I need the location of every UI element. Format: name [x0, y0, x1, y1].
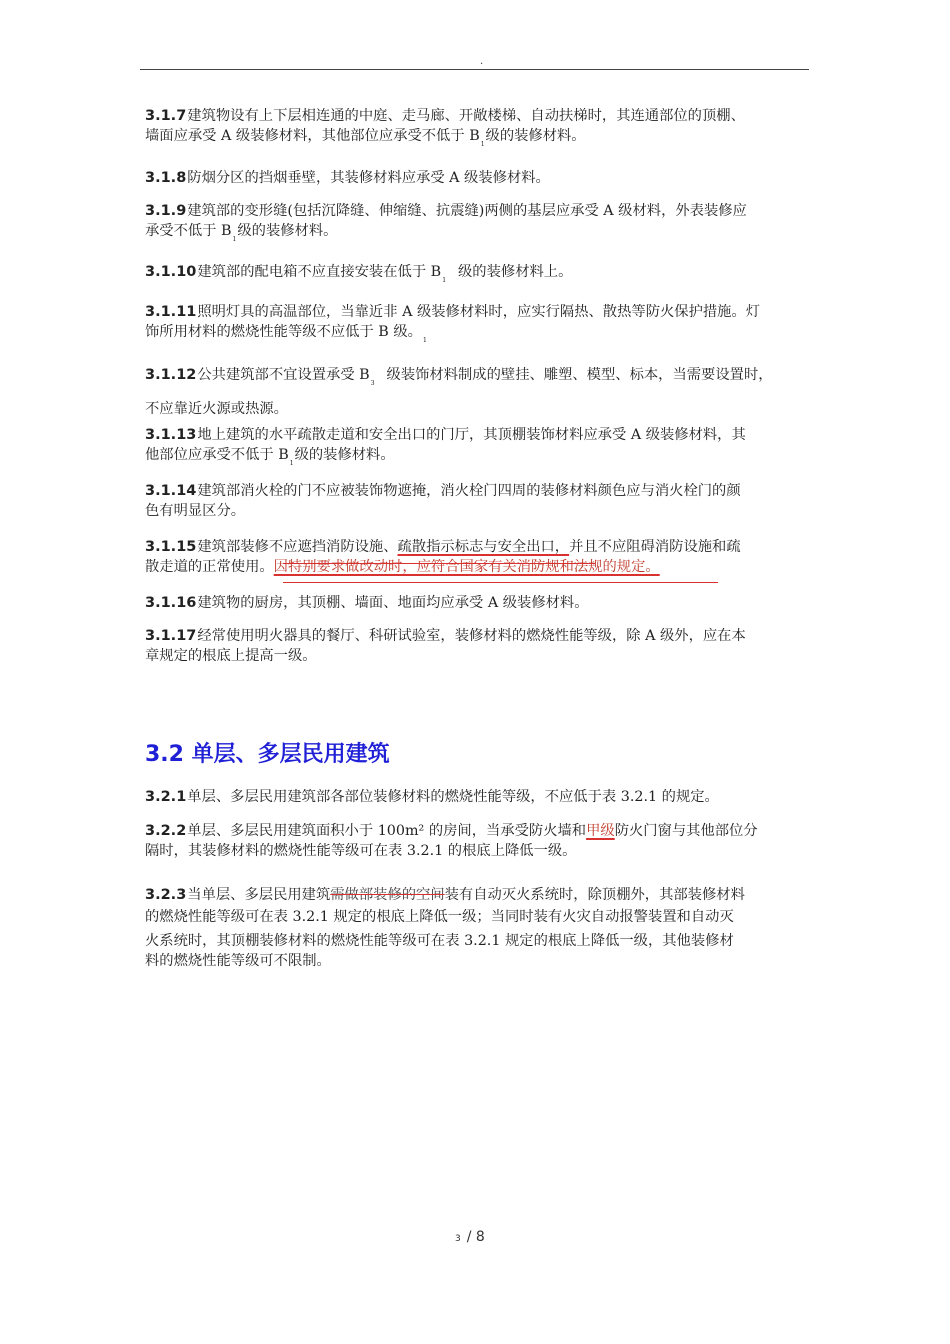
clause-text: 章规定的根底上提高一级。 [145, 648, 317, 664]
clause-text: 建筑部消火栓的门不应被装饰物遮掩，消火栓门四周的装修材料颜色应与消火栓门的颜 [197, 483, 741, 499]
clause-text: 级装饰材料制成的壁挂、雕塑、模型、标本，当需要设置时， [386, 367, 773, 383]
clause-text: 隔时，其装修材料的燃烧性能等级可在表 3.2.1 的根底上降低一级。 [145, 843, 577, 859]
clause-text: 散走道的正常使用。 [145, 559, 274, 575]
clause-text: 级的装修材料。 [485, 128, 586, 144]
clause-text: 火系统时，其顶棚装修材料的燃烧性能等级可在表 3.2.1 规定的根底上降低一级，其他装修材 [145, 933, 734, 949]
clause-text: 防烟分区的挡烟垂壁，其装修材料应承受 A 级装修材料。 [187, 170, 550, 186]
subscript: 3 [370, 380, 375, 387]
clause-3-2-1 [145, 787, 810, 807]
clause-3-1-13 [145, 425, 810, 474]
clause-3-1-14 [145, 481, 810, 521]
clause-text: 料的燃烧性能等级可不限制。 [145, 953, 331, 969]
subscript: 1 [480, 141, 485, 148]
subscript: 1 [232, 236, 237, 243]
clause-number: 3.1.9 [145, 203, 187, 219]
clause-number: 3.1.16 [145, 595, 197, 611]
tracked-insertion: 因特别要求做改动时，应符合国家有关消防规和法规的规定。 [273, 559, 660, 575]
subscript: 1 [289, 460, 294, 467]
clause-3-1-7 [145, 106, 810, 155]
clause-text: 建筑物的厨房，其顶棚、墙面、地面均应承受 A 级装修材料。 [197, 595, 589, 611]
page-number [455, 1229, 485, 1245]
clause-number: 3.1.7 [145, 108, 187, 124]
header-rule [140, 69, 809, 70]
clause-text: 公共建筑部不宜设置承受 B [197, 367, 370, 383]
clause-3-2-2 [145, 821, 810, 861]
tracked-deletion: 需做部装修的空间 [330, 887, 445, 903]
total-pages: 8 [475, 1229, 485, 1245]
clause-3-1-9 [145, 201, 810, 250]
clause-text: 墙面应承受 A 级装修材料，其他部位应承受不低于 B [145, 128, 480, 144]
clause-3-1-12 [145, 364, 810, 419]
clause-text: 建筑部的变形缝(包括沉降缝、伸缩缝、抗震缝)两侧的基层应承受 A 级材料，外表装修应 [187, 203, 747, 219]
section-heading: 3.2 单层、多层民用建筑 [145, 742, 390, 767]
current-page: 3 [455, 1234, 461, 1244]
clause-number: 3.1.15 [145, 539, 197, 555]
clause-3-1-8 [145, 168, 810, 188]
clause-number: 3.1.10 [145, 264, 197, 280]
subscript: 1 [422, 337, 427, 344]
clause-number: 3.2.3 [145, 887, 187, 903]
clause-text: 地上建筑的水平疏散走道和安全出口的门厅，其顶棚装饰材料应承受 A 级装修材料，其 [197, 427, 746, 443]
clause-text: 单层、多层民用建筑部各部位装修材料的燃烧性能等级，不应低于表 3.2.1 的规定。 [187, 789, 719, 805]
clause-3-1-11 [145, 302, 810, 351]
tracked-insertion: 甲级 [586, 823, 615, 839]
clause-number: 3.1.13 [145, 427, 197, 443]
clause-text: 建筑部装修不应遮挡消防设施、 [197, 539, 398, 555]
clause-3-1-10 [145, 262, 810, 291]
clause-text: 饰所用材料的燃烧性能等级不应低于 B 级。 [145, 324, 422, 340]
clause-text: 他部位应承受不低于 B [145, 447, 289, 463]
clause-text: 单层、多层民用建筑面积小于 100m² 的房间，当承受防火墙和 [187, 823, 587, 839]
clause-text: 当单层、多层民用建筑 [187, 887, 331, 903]
clause-text: 建筑物设有上下层相连通的中庭、走马廊、开敞楼梯、自动扶梯时，其连通部位的顶棚、 [187, 108, 745, 124]
tracked-insertion: 疏散指示标志与安全出口， [397, 539, 570, 555]
revision-underline [283, 563, 595, 564]
clause-text: 建筑部的配电箱不应直接安装在低于 B [197, 264, 442, 280]
clause-3-1-17 [145, 626, 810, 666]
clause-text: 不应靠近火源或热源。 [145, 401, 288, 417]
subscript: 1 [442, 277, 447, 284]
clause-text: 色有明显区分。 [145, 503, 246, 519]
clause-text: 承受不低于 B [145, 223, 232, 239]
clause-number: 3.1.11 [145, 304, 197, 320]
clause-text: 防火门窗与其他部位分 [614, 823, 758, 839]
clause-number: 3.1.8 [145, 170, 187, 186]
header-mark: . [480, 56, 484, 67]
page-separator: / [466, 1229, 472, 1245]
clause-text: 级的装修材料。 [237, 223, 338, 239]
clause-text: 经常使用明火器具的餐厅、科研试验室，装修材料的燃烧性能等级，除 A 级外，应在本 [197, 628, 746, 644]
revision-underline [283, 582, 718, 583]
clause-3-1-16 [145, 593, 810, 613]
clause-text: 的燃烧性能等级可在表 3.2.1 规定的根底上降低一级；当同时装有火灾自动报警装置和自动灭 [145, 909, 734, 925]
clause-text: 级的装修材料上。 [458, 264, 573, 280]
clause-3-2-3 [145, 885, 810, 971]
clause-number: 3.1.14 [145, 483, 197, 499]
clause-text: 级的装修材料。 [294, 447, 395, 463]
clause-3-1-15 [145, 537, 810, 577]
clause-number: 3.1.17 [145, 628, 197, 644]
clause-text: 装有自动灭火系统时，除顶棚外，其部装修材料 [444, 887, 745, 903]
clause-text: 并且不应阻碍消防设施和疏 [569, 539, 741, 555]
clause-number: 3.1.12 [145, 367, 197, 383]
clause-number: 3.2.2 [145, 823, 187, 839]
clause-number: 3.2.1 [145, 789, 187, 805]
clause-text: 照明灯具的高温部位，当靠近非 A 级装修材料时，应实行隔热、散热等防火保护措施。灯 [197, 304, 761, 320]
